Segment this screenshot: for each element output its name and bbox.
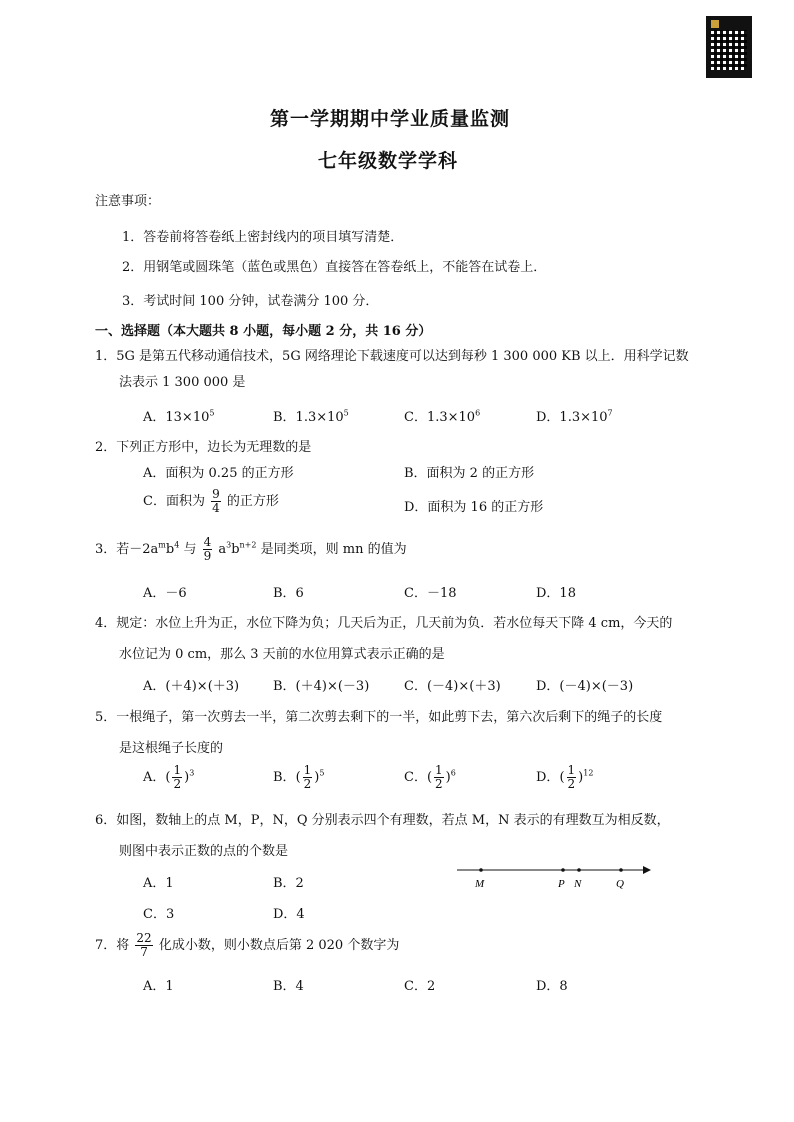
question-5-stem-cont: 是这根绳子长度的 [119, 741, 224, 756]
section-heading: 一、选择题（本大题共 8 小题，每小题 2 分，共 16 分） [95, 324, 432, 339]
number-line-figure [455, 860, 655, 892]
q7-option-a: A．1 [143, 979, 174, 994]
q3-option-a: A．－6 [143, 586, 187, 601]
q6-option-c: C．3 [143, 907, 175, 922]
notes-heading: 注意事项： [95, 194, 161, 209]
qr-code-icon [706, 16, 752, 78]
q6-option-b: B．2 [273, 876, 304, 891]
q2-option-b: B．面积为 2 的正方形 [404, 466, 535, 481]
note-item: 3．考试时间 100 分钟，试卷满分 100 分． [122, 294, 379, 309]
q1-option-a: A．$13\times 10^5$ [143, 408, 215, 425]
fraction: $\frac{9}{4}$ [212, 487, 220, 515]
point-p [561, 868, 565, 872]
q1-option-c: C．$1.3\times 10^6$ [404, 408, 481, 425]
fraction: $\frac{1}{2}$ [303, 763, 312, 791]
note-item: 1．答卷前将答卷纸上密封线内的项目填写清楚． [122, 230, 404, 245]
q5-option-c: C．( $\frac{1}{2}$ )$^6$ [404, 763, 456, 791]
point-n [577, 868, 581, 872]
question-6-stem-cont: 则图中表示正数的点的个数是 [119, 844, 289, 859]
q6-option-a: A．1 [143, 876, 174, 891]
q5-option-b: B．( $\frac{1}{2}$ )$^5$ [273, 763, 325, 791]
q2-option-a: A．面积为 0.25 的正方形 [143, 466, 294, 481]
q4-option-c: C．(－4)×(＋3) [404, 679, 501, 694]
fraction: $\frac{22}{7}$ [136, 931, 152, 959]
note-item: 2．用钢笔或圆珠笔（蓝色或黑色）直接答在答卷纸上，不能答在试卷上． [122, 260, 547, 275]
q2-option-c: C．面积为 $\frac{9}{4}$ 的正方形 [143, 487, 279, 515]
label-q: Q [616, 878, 624, 890]
q1-option-d: D．$1.3\times 10^7$ [536, 408, 613, 425]
fraction: $\frac{4}{9}$ [203, 535, 212, 563]
q5-option-a: A．( $\frac{1}{2}$ )$^3$ [143, 763, 195, 791]
question-4-stem-cont: 水位记为 0 cm，那么 3 天前的水位用算式表示正确的是 [119, 647, 445, 662]
q7-option-c: C．2 [404, 979, 436, 994]
q1-option-b: B．$1.3\times 10^5$ [273, 408, 349, 425]
label-p: P [558, 878, 565, 890]
page-subtitle: 七年级数学学科 [318, 150, 459, 172]
q3-option-c: C．－18 [404, 586, 457, 601]
question-4-stem: 4．规定：水位上升为正，水位下降为负；几天后为正，几天前为负．若水位每天下降 4 cm，今天的 [95, 616, 673, 631]
q3-option-b: B．6 [273, 586, 304, 601]
q4-option-b: B．(＋4)×(－3) [273, 679, 370, 694]
fraction: $\frac{1}{2}$ [435, 763, 443, 791]
question-2-stem: 2．下列正方形中，边长为无理数的是 [95, 440, 312, 455]
question-1-stem: 1．5G 是第五代移动通信技术，5G 网络理论下载速度可以达到每秒 1 300 000 KB 以上．用科学记数 [95, 349, 689, 364]
fraction: $\frac{1}{2}$ [173, 763, 182, 791]
fraction: $\frac{1}{2}$ [567, 763, 576, 791]
q7-option-d: D．8 [536, 979, 568, 994]
q7-option-b: B．4 [273, 979, 304, 994]
q2-option-d: D．面积为 16 的正方形 [404, 500, 544, 515]
question-6-stem: 6．如图，数轴上的点 M，P，N，Q 分别表示四个有理数，若点 M，N 表示的有理数互为相反数， [95, 813, 670, 828]
q4-option-d: D．(－4)×(－3) [536, 679, 634, 694]
point-q [619, 868, 623, 872]
number-line-arrow [643, 866, 651, 874]
question-1-stem-cont: 法表示 1 300 000 是 [119, 375, 246, 390]
question-7-stem: 7．将 $\frac{22}{7}$ 化成小数，则小数点后第 2 020 个数字为 [95, 931, 400, 959]
point-m [479, 868, 483, 872]
question-5-stem: 5．一根绳子，第一次剪去一半，第二次剪去剩下的一半，如此剪下去，第六次后剩下的绳子的长度 [95, 710, 663, 725]
question-3-stem: 3．若$-2a^mb^4$ 与 $\frac{4}{9}$ $a^3b^{n+2}$ 是同类项，则 mn 的值为 [95, 535, 407, 563]
q6-option-d: D．4 [273, 907, 305, 922]
q4-option-a: A．(＋4)×(＋3) [143, 679, 240, 694]
q5-option-d: D．( $\frac{1}{2}$ )$^{12}$ [536, 763, 594, 791]
page-title: 第一学期期中学业质量监测 [270, 108, 511, 130]
q3-option-d: D．18 [536, 586, 576, 601]
label-m: M [475, 878, 485, 890]
label-n: N [574, 878, 582, 890]
